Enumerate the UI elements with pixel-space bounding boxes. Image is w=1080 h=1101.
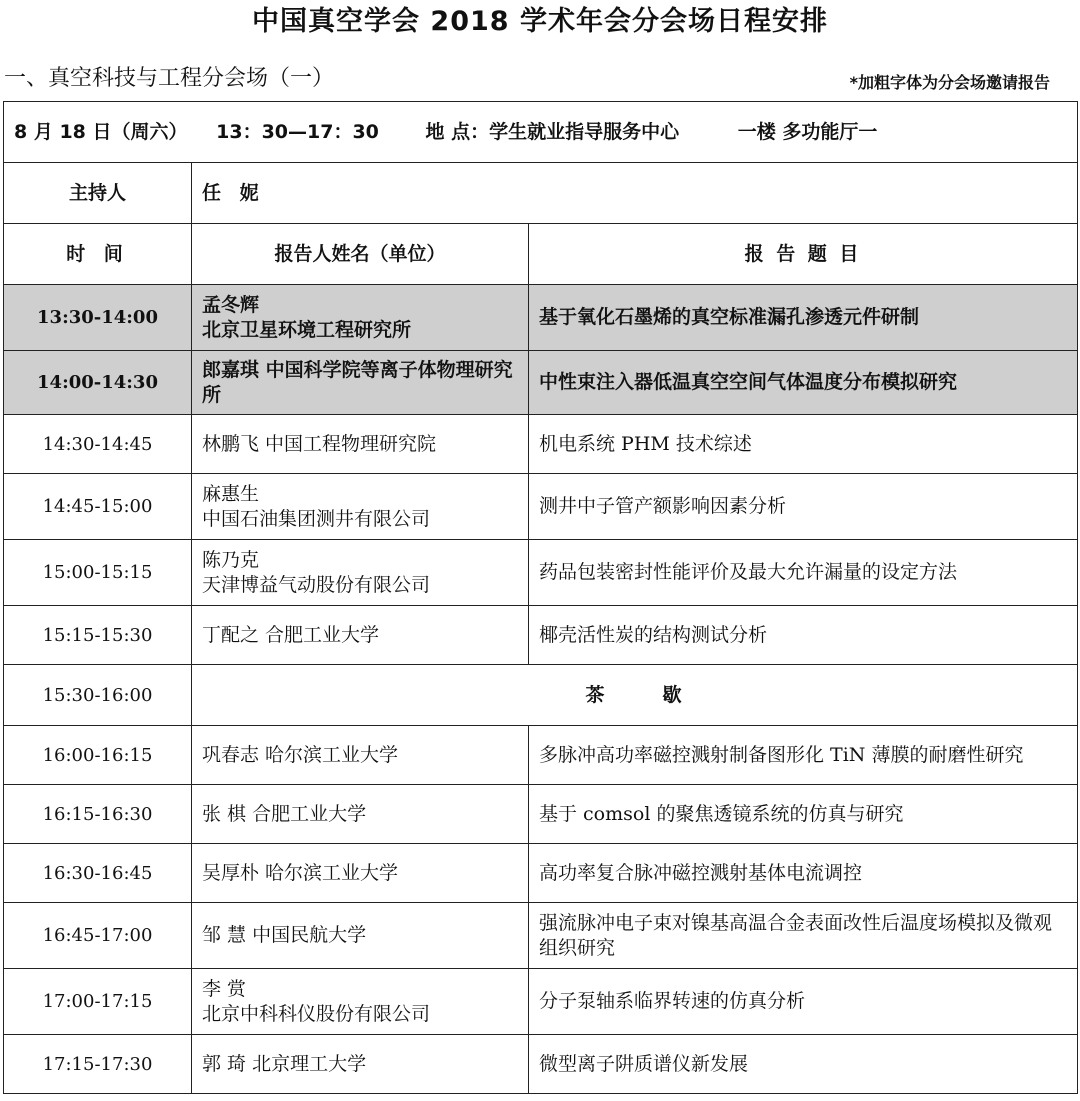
- invited-note: *加粗字体为分会场邀请报告: [849, 73, 1050, 92]
- row-time: 16:00-16:15: [4, 726, 192, 785]
- host-name: 任 妮: [192, 163, 1078, 224]
- session-info: [4, 102, 1078, 163]
- page-title: 中国真空学会 2018 学术年会分会场日程安排: [252, 6, 828, 37]
- row-topic: 高功率复合脉冲磁控溅射基体电流调控: [529, 844, 1078, 903]
- row-speaker: 林鹏飞 中国工程物理研究院: [192, 415, 529, 474]
- row-time: 15:15-15:30: [4, 606, 192, 665]
- row-speaker: 郭 琦 北京理工大学: [192, 1035, 529, 1094]
- table-row: [4, 726, 1078, 785]
- row-time: 14:00-14:30: [4, 351, 192, 415]
- row-time: 14:45-15:00: [4, 474, 192, 540]
- speaker-name: 李 赏: [202, 977, 247, 1000]
- row-topic: 多脉冲高功率磁控溅射制备图形化 TiN 薄膜的耐磨性研究: [529, 726, 1078, 785]
- table-row: [4, 474, 1078, 540]
- row-time: 16:45-17:00: [4, 903, 192, 969]
- break-label-2: 歇: [662, 683, 684, 706]
- row-topic: 微型离子阱质谱仪新发展: [529, 1035, 1078, 1094]
- row-time: 14:30-14:45: [4, 415, 192, 474]
- row-speaker: [192, 285, 529, 351]
- row-topic: 中性束注入器低温真空空间气体温度分布模拟研究: [529, 351, 1078, 415]
- break-label: [192, 665, 1078, 726]
- row-time: 13:30-14:00: [4, 285, 192, 351]
- table-row: [4, 1035, 1078, 1094]
- table-row: [4, 969, 1078, 1035]
- row-time: 16:30-16:45: [4, 844, 192, 903]
- row-speaker: 丁配之 合肥工业大学: [192, 606, 529, 665]
- row-topic: 测井中子管产额影响因素分析: [529, 474, 1078, 540]
- row-time: 17:15-17:30: [4, 1035, 192, 1094]
- row-topic: 基于 comsol 的聚焦透镜系统的仿真与研究: [529, 785, 1078, 844]
- row-topic: 强流脉冲电子束对镍基高温合金表面改性后温度场模拟及微观组织研究: [529, 903, 1078, 969]
- schedule-table: [3, 101, 1078, 1094]
- table-row: [4, 351, 1078, 415]
- session-room: 一楼 多功能厅一: [737, 120, 878, 143]
- row-time: 15:00-15:15: [4, 540, 192, 606]
- speaker-unit: 北京中科科仪股份有限公司: [202, 1002, 431, 1025]
- host-row: [4, 163, 1078, 224]
- row-topic: 基于氧化石墨烯的真空标准漏孔渗透元件研制: [529, 285, 1078, 351]
- speaker-name: 麻惠生: [202, 482, 260, 505]
- table-row: [4, 903, 1078, 969]
- session-time: 13：30—17：30: [216, 120, 379, 143]
- table-row: [4, 285, 1078, 351]
- row-speaker: 郎嘉琪 中国科学院等离子体物理研究所: [192, 351, 529, 415]
- table-row: [4, 606, 1078, 665]
- speaker-unit: 中国石油集团测井有限公司: [202, 507, 431, 530]
- session-location: 地 点：学生就业指导服务中心: [425, 120, 680, 143]
- row-speaker: [192, 540, 529, 606]
- row-speaker: 巩春志 哈尔滨工业大学: [192, 726, 529, 785]
- speaker-name: 孟冬辉: [202, 293, 260, 316]
- row-speaker: 张 棋 合肥工业大学: [192, 785, 529, 844]
- header-row: [4, 224, 1078, 285]
- table-row: [4, 844, 1078, 903]
- row-topic: 药品包装密封性能评价及最大允许漏量的设定方法: [529, 540, 1078, 606]
- table-row: [4, 540, 1078, 606]
- row-speaker: [192, 474, 529, 540]
- row-time: 17:00-17:15: [4, 969, 192, 1035]
- row-speaker: 吴厚朴 哈尔滨工业大学: [192, 844, 529, 903]
- speaker-unit: 北京卫星环境工程研究所: [202, 318, 412, 341]
- header-speaker: 报告人姓名（单位）: [192, 224, 529, 285]
- session-date: 8 月 18 日（周六）: [14, 120, 188, 143]
- table-row: [4, 785, 1078, 844]
- row-speaker: [192, 969, 529, 1035]
- header-time: 时 间: [4, 224, 192, 285]
- break-row: [4, 665, 1078, 726]
- speaker-name: 陈乃克: [202, 548, 260, 571]
- host-label: 主持人: [4, 163, 192, 224]
- row-time: 16:15-16:30: [4, 785, 192, 844]
- row-speaker: 邹 慧 中国民航大学: [192, 903, 529, 969]
- session-info-row: [4, 102, 1078, 163]
- row-topic: 椰壳活性炭的结构测试分析: [529, 606, 1078, 665]
- table-row: [4, 415, 1078, 474]
- row-topic: 机电系统 PHM 技术综述: [529, 415, 1078, 474]
- break-label-1: 茶: [585, 683, 607, 706]
- row-topic: 分子泵轴系临界转速的仿真分析: [529, 969, 1078, 1035]
- header-topic: 报 告 题 目: [529, 224, 1078, 285]
- section-heading: 一、真空科技与工程分会场（一）: [4, 66, 335, 91]
- break-time: 15:30-16:00: [4, 665, 192, 726]
- speaker-unit: 天津博益气动股份有限公司: [202, 573, 431, 596]
